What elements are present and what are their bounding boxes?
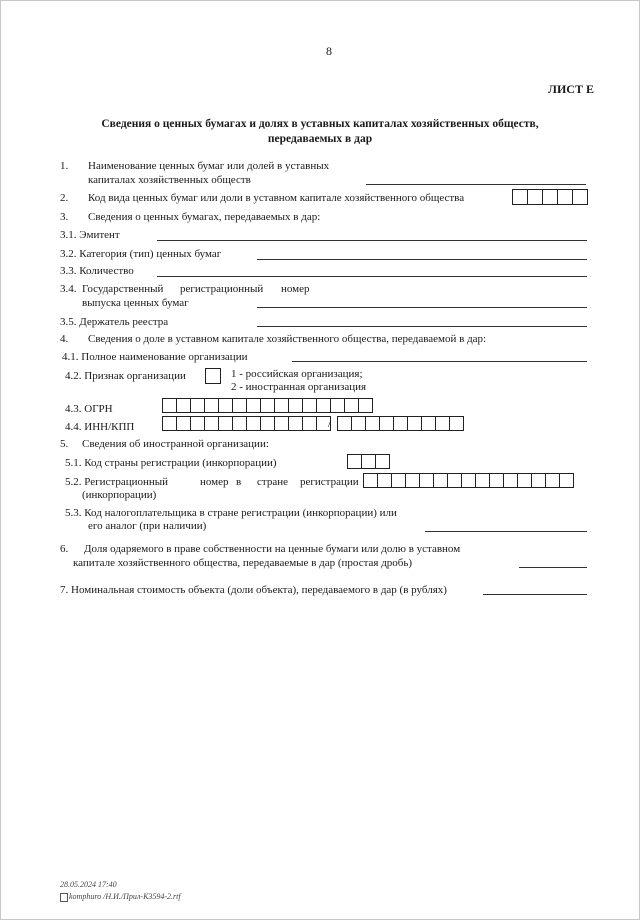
item-4-1-field[interactable] [292,361,587,362]
item-7-label: 7. Номинальная стоимость объекта (доли объекта), передаваемого в дар (в рублях) [60,584,447,596]
item-3-4-field[interactable] [257,307,587,308]
item-1-field[interactable] [366,184,586,185]
item-1-number: 1. [60,160,69,172]
item-5-2-word5: регистрации [300,476,359,488]
item-1-label-a: Наименование ценных бумаг или долей в уставных [88,160,330,172]
item-5-2-word2: номер [200,476,229,488]
form-title-line2: передаваемых в дар [267,133,373,145]
item-4-4-label: 4.4. ИНН/КПП [65,421,135,433]
item-4-4-inn-cells[interactable] [162,416,331,431]
item-5-3-label-a: 5.3. Код налогоплательщика в стране регистрации (инкорпорации) или [65,507,397,519]
item-5-label: Сведения об иностранной организации: [82,438,269,450]
item-6-field[interactable] [519,567,587,568]
item-3-4-label-b: выпуска ценных бумаг [82,297,189,309]
item-3-label: Сведения о ценных бумагах, передаваемых в дар: [88,211,321,223]
footer-file-icon [60,893,68,902]
form-title-line1: Сведения о ценных бумагах и долях в уставных капиталах хозяйственных обществ, [101,118,539,130]
item-5-2-regnum-cells[interactable] [363,473,574,488]
footer-file: komphuro /Н.И./Прил-К3594-2.rtf [69,892,181,901]
item-6-label-a: Доля одаряемого в праве собственности на ценные бумаги или долю в уставном [84,543,461,555]
item-4-3-label: 4.3. ОГРН [65,403,113,415]
item-3-5-field[interactable] [257,326,587,327]
item-4-4-separator: / [328,418,332,430]
item-4-label: Сведения о доле в уставном капитале хозяйственного общества, передаваемой в дар: [88,333,487,345]
item-3-4-word1: Государственный [82,283,164,295]
item-5-1-label: 5.1. Код страны регистрации (инкорпорации) [65,457,277,469]
sheet-label: ЛИСТ Е [548,82,594,96]
item-3-4-word2: регистрационный [180,283,264,295]
item-3-1-label: 3.1. Эмитент [60,229,120,241]
item-5-3-field[interactable] [425,531,587,532]
item-3-number: 3. [60,211,69,223]
item-5-2-word4: стране [257,476,288,488]
item-4-4-kpp-cells[interactable] [337,416,464,431]
item-3-2-field[interactable] [257,259,587,260]
footer-date: 28.05.2024 17:40 [60,880,117,889]
item-3-5-label: 3.5. Держатель реестра [60,316,169,328]
item-5-2-label-b: (инкорпорации) [82,489,157,501]
item-4-2-option-1: 1 - российская организация; [231,368,363,380]
item-4-2-option-2: 2 - иностранная организация [231,381,367,393]
item-5-2-word1: 5.2. Регистрационный [65,476,169,488]
item-5-1-country-cells[interactable] [347,454,390,469]
item-4-2-checkbox[interactable] [205,368,221,383]
item-3-1-field[interactable] [157,240,587,241]
item-1-label-b: капиталах хозяйственных обществ [88,174,251,186]
item-6-number: 6. [60,543,69,555]
item-2-label: Код вида ценных бумаг или доли в уставном капитале хозяйственного общества [88,192,465,204]
item-4-number: 4. [60,333,69,345]
item-3-2-label: 3.2. Категория (тип) ценных бумаг [60,248,222,260]
item-5-2-word3: в [236,476,242,488]
item-3-4-number: 3.4. [60,283,77,295]
item-3-3-label: 3.3. Количество [60,265,134,277]
item-5-number: 5. [60,438,69,450]
item-4-2-label: 4.2. Признак организации [65,370,186,382]
item-4-3-ogrn-cells[interactable] [162,398,373,413]
item-2-code-cells[interactable] [512,189,588,205]
item-7-field[interactable] [483,594,587,595]
item-6-label-b: капитале хозяйственного общества, передаваемые в дар (простая дробь) [73,557,413,569]
item-3-3-field[interactable] [157,276,587,277]
item-5-3-label-b: его аналог (при наличии) [88,520,207,532]
item-2-number: 2. [60,192,69,204]
item-4-1-label: 4.1. Полное наименование организации [62,351,248,363]
page-number: 8 [326,44,332,58]
item-3-4-word3: номер [281,283,310,295]
